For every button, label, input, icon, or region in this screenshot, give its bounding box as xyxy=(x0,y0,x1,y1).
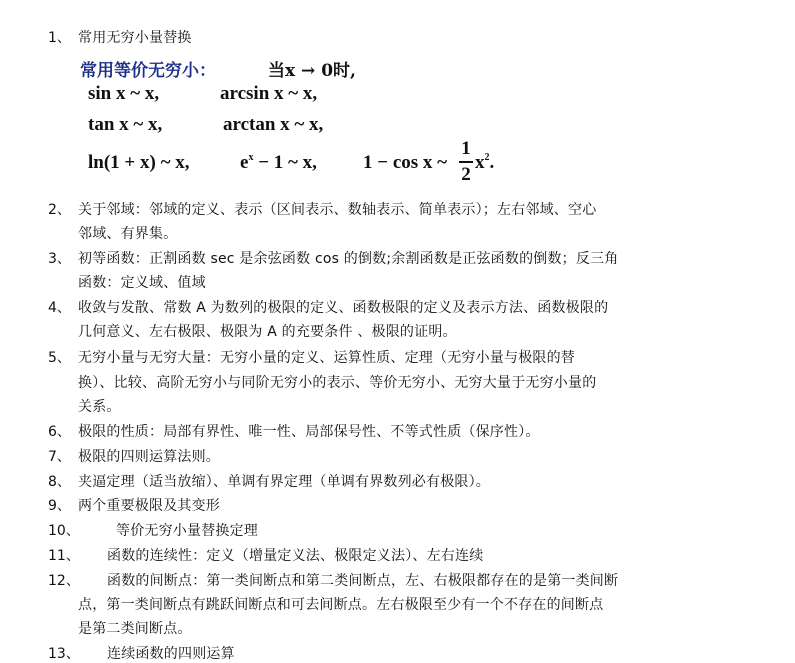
item-number: 13、 xyxy=(48,646,80,662)
formula-sin: sin x ~ x, xyxy=(88,83,160,104)
formula-tail: $x^2$. xyxy=(475,152,495,173)
item-3-line-2: 函数：定义域、值域 xyxy=(78,275,206,291)
item-1-text: 常用无穷小量替换 xyxy=(78,30,192,46)
item-5-line-1: 无穷小量与无穷大量：无穷小量的定义、运算性质、定理（无穷小量与极限的替 xyxy=(78,350,575,366)
item-9-text: 两个重要极限及其变形 xyxy=(78,498,220,514)
item-number: 7、 xyxy=(48,449,71,465)
item-number: 1、 xyxy=(48,30,71,46)
item-12-line-3: 是第二类间断点。 xyxy=(78,621,192,637)
item-4-line-2: 几何意义、左右极限、极限为 A 的充要条件 、极限的证明。 xyxy=(78,324,457,340)
item-2-line-2: 邻域、有界集。 xyxy=(78,226,178,242)
formula-title: 常用等价无穷小： xyxy=(80,61,216,81)
item-8-text: 夹逼定理（适当放缩）、单调有界定理（单调有界数列必有极限）。 xyxy=(78,474,490,490)
item-number: 2、 xyxy=(48,202,71,218)
item-13-text: 连续函数的四则运算 xyxy=(107,646,235,662)
item-number: 5、 xyxy=(48,350,71,366)
formula-tan: tan x ~ x, xyxy=(88,114,163,135)
item-number: 8、 xyxy=(48,474,71,490)
item-10-text: 等价无穷小量替换定理 xyxy=(116,523,258,539)
formula-exp: $e^x - 1$ ~ x, xyxy=(240,152,317,173)
item-number: 10、 xyxy=(48,523,80,539)
fraction-bar xyxy=(459,161,473,163)
fraction-numerator: 1 xyxy=(461,138,471,159)
item-number: 11、 xyxy=(48,548,80,564)
item-number: 4、 xyxy=(48,300,71,316)
item-5-line-2: 换）、比较、高阶无穷小与同阶无穷小的表示、等价无穷小、无穷大量于无穷小量的 xyxy=(78,375,597,391)
item-number: 12、 xyxy=(48,573,80,589)
item-2-line-1: 关于邻域：邻域的定义、表示（区间表示、数轴表示、简单表示）；左右邻域、空心 xyxy=(78,202,597,218)
item-number: 6、 xyxy=(48,424,71,440)
item-12-line-2: 点，第一类间断点有跳跃间断点和可去间断点。左右极限至少有一个不存在的间断点 xyxy=(78,597,604,613)
item-7-text: 极限的四则运算法则。 xyxy=(78,449,220,465)
item-3-line-1: 初等函数：正割函数 sec 是余弦函数 cos 的倒数;余割函数是正弦函数的倒数；反三角 xyxy=(78,251,619,267)
formula-arctan: arctan x ~ x, xyxy=(223,114,324,135)
equivalent-infinitesimals-formula xyxy=(78,54,528,192)
formula-condition: 当x → 0时, xyxy=(268,61,356,81)
formula-ln: ln(1 + x) ~ x, xyxy=(88,152,190,173)
item-12-line-1: 函数的间断点：第一类间断点和第二类间断点，左、右极限都存在的是第一类间断 xyxy=(107,573,619,589)
item-11-text: 函数的连续性：定义（增量定义法、极限定义法）、左右连续 xyxy=(107,548,484,564)
item-number: 3、 xyxy=(48,251,71,267)
item-4-line-1: 收敛与发散、常数 A 为数列的极限的定义、函数极限的定义及表示方法、函数极限的 xyxy=(78,300,609,316)
formula-cos: 1 − cos x ~ xyxy=(363,152,448,173)
formula-arcsin: arcsin x ~ x, xyxy=(220,83,318,104)
fraction-denominator: 2 xyxy=(461,164,471,185)
item-number: 9、 xyxy=(48,498,71,514)
item-6-text: 极限的性质：局部有界性、唯一性、局部保号性、不等式性质（保序性）。 xyxy=(78,424,540,440)
item-5-line-3: 关系。 xyxy=(78,399,121,415)
